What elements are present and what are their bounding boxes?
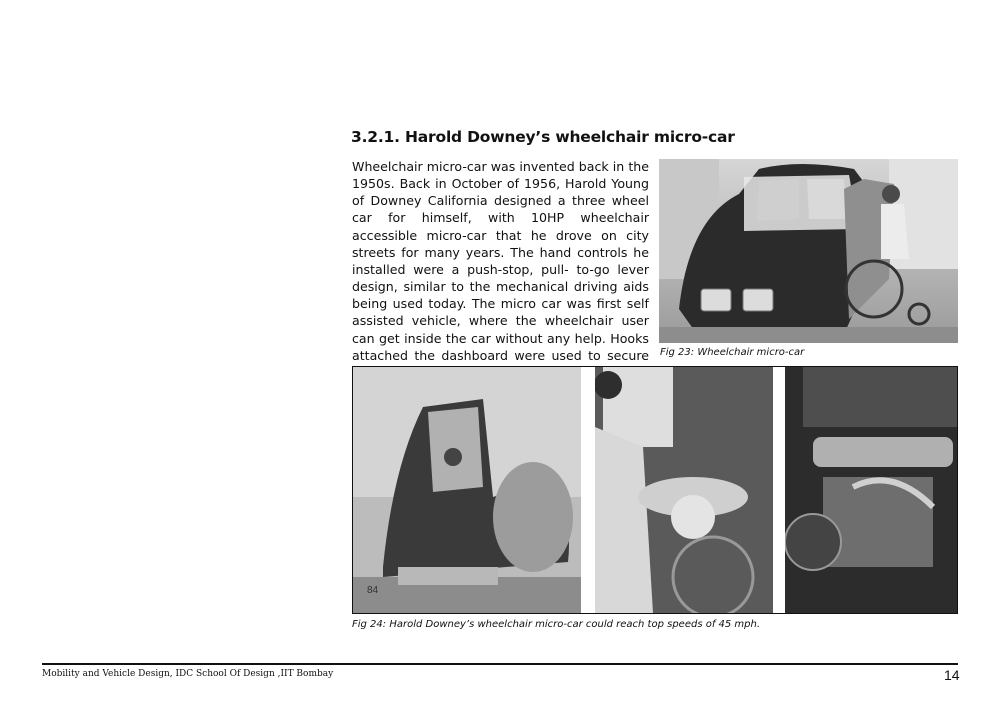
body-line: Downey California designed a three wheel car for — [352, 193, 649, 226]
body-line: dashboard were used to secure — [441, 347, 649, 363]
footer-divider — [42, 663, 958, 665]
section-heading: 3.2.1. Harold Downey’s wheelchair micro-car — [351, 128, 735, 146]
page-number: 14 — [944, 667, 960, 683]
fig23-caption: Fig 23: Wheelchair micro-car — [660, 347, 805, 358]
footer-institution: Mobility and Vehicle Design, IDC School Of Design ,IIT Bombay — [42, 669, 334, 679]
body-line: that he drove on city streets for many years. The — [352, 227, 649, 260]
body-line: inside the car without any help. Hooks attached the — [352, 330, 649, 363]
body-line: to-go lever design, similar to the mechanical driving — [352, 261, 649, 295]
body-line: aids being used today. The micro car was first self — [352, 279, 649, 312]
body-line: Wheelchair micro-car was invented back in the — [352, 159, 649, 174]
fig24-photo — [352, 366, 958, 614]
fig24-photo-label: 84 — [367, 585, 379, 596]
body-line: hand controls he installed were a push-stop, pull- — [352, 244, 649, 277]
body-line: himself, with 10HP wheelchair accessible micro-car — [352, 210, 649, 243]
fig24-caption: Fig 24: Harold Downey’s wheelchair micro-car could reach top speeds of 45 mph. — [352, 619, 761, 630]
body-line: assisted vehicle, where the wheelchair user can get — [352, 313, 649, 346]
fig23-photo — [659, 159, 958, 343]
body-line: 1950s. Back in October of 1956, Harold Young of — [352, 176, 649, 209]
section-body-text — [352, 158, 649, 381]
